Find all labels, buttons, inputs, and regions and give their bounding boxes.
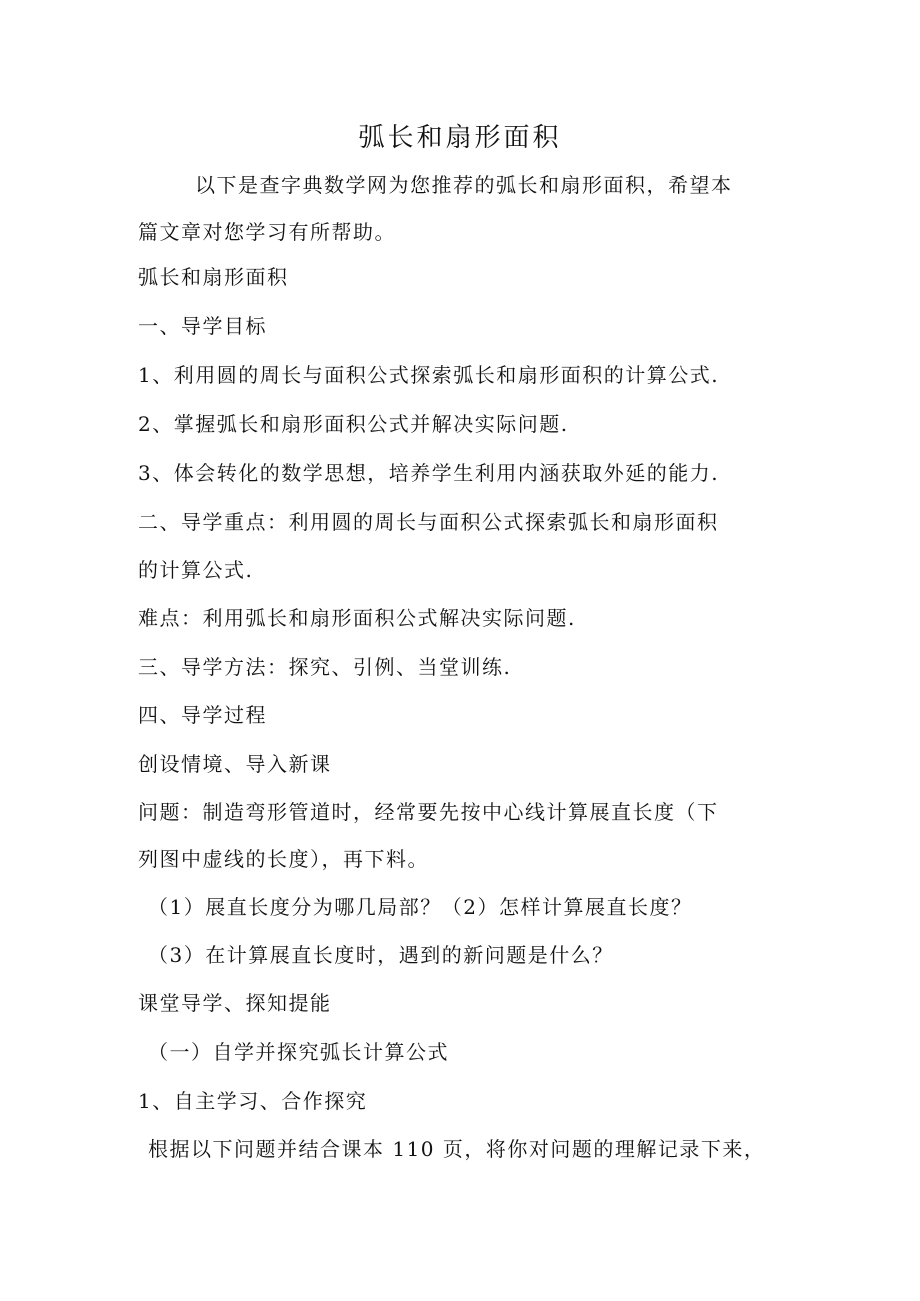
objective-3: 3、体会转化的数学思想，培养学生利用内涵获取外延的能力. (138, 461, 720, 485)
objective-2: 2、掌握弧长和扇形面积公式并解决实际问题. (138, 412, 569, 436)
objective-1: 1、利用圆的周长与面积公式探索弧长和扇形面积的计算公式. (138, 363, 720, 387)
question-line-2: 列图中虚线的长度），再下料。 (138, 847, 429, 871)
question-3: （3）在计算展直长度时，遇到的新问题是什么？ (148, 943, 614, 967)
section-heading: 弧长和扇形面积 (138, 265, 289, 289)
page-title: 弧长和扇形面积 (358, 123, 562, 153)
intro-line-1: 以下是查字典数学网为您推荐的弧长和扇形面积，希望本 (195, 173, 733, 197)
subheading-scenario: 创设情境、导入新课 (138, 752, 332, 776)
key-points-cont: 的计算公式. (138, 558, 254, 582)
instruction-line: 根据以下问题并结合课本 110 页，将你对问题的理解记录下来， (148, 1137, 766, 1161)
heading-objectives: 一、导学目标 (138, 314, 267, 338)
subheading-arc-formula: （一）自学并探究弧长计算公式 (148, 1040, 449, 1064)
question-line-1: 问题：制造弯形管道时，经常要先按中心线计算展直长度（下 (138, 800, 719, 824)
question-1-2: （1）展直长度分为哪几局部？（2）怎样计算展直长度？ (148, 895, 693, 919)
heading-process: 四、导学过程 (138, 703, 267, 727)
heading-key-points: 二、导学重点：利用圆的周长与面积公式探索弧长和扇形面积 (138, 510, 719, 534)
intro-line-2: 篇文章对您学习有所帮助。 (138, 220, 396, 244)
subheading-self-study: 1、自主学习、合作探究 (138, 1089, 368, 1113)
subheading-guidance: 课堂导学、探知提能 (138, 991, 332, 1015)
difficult-points: 难点：利用弧长和扇形面积公式解决实际问题. (138, 606, 576, 630)
heading-methods: 三、导学方法：探究、引例、当堂训练. (138, 655, 512, 679)
